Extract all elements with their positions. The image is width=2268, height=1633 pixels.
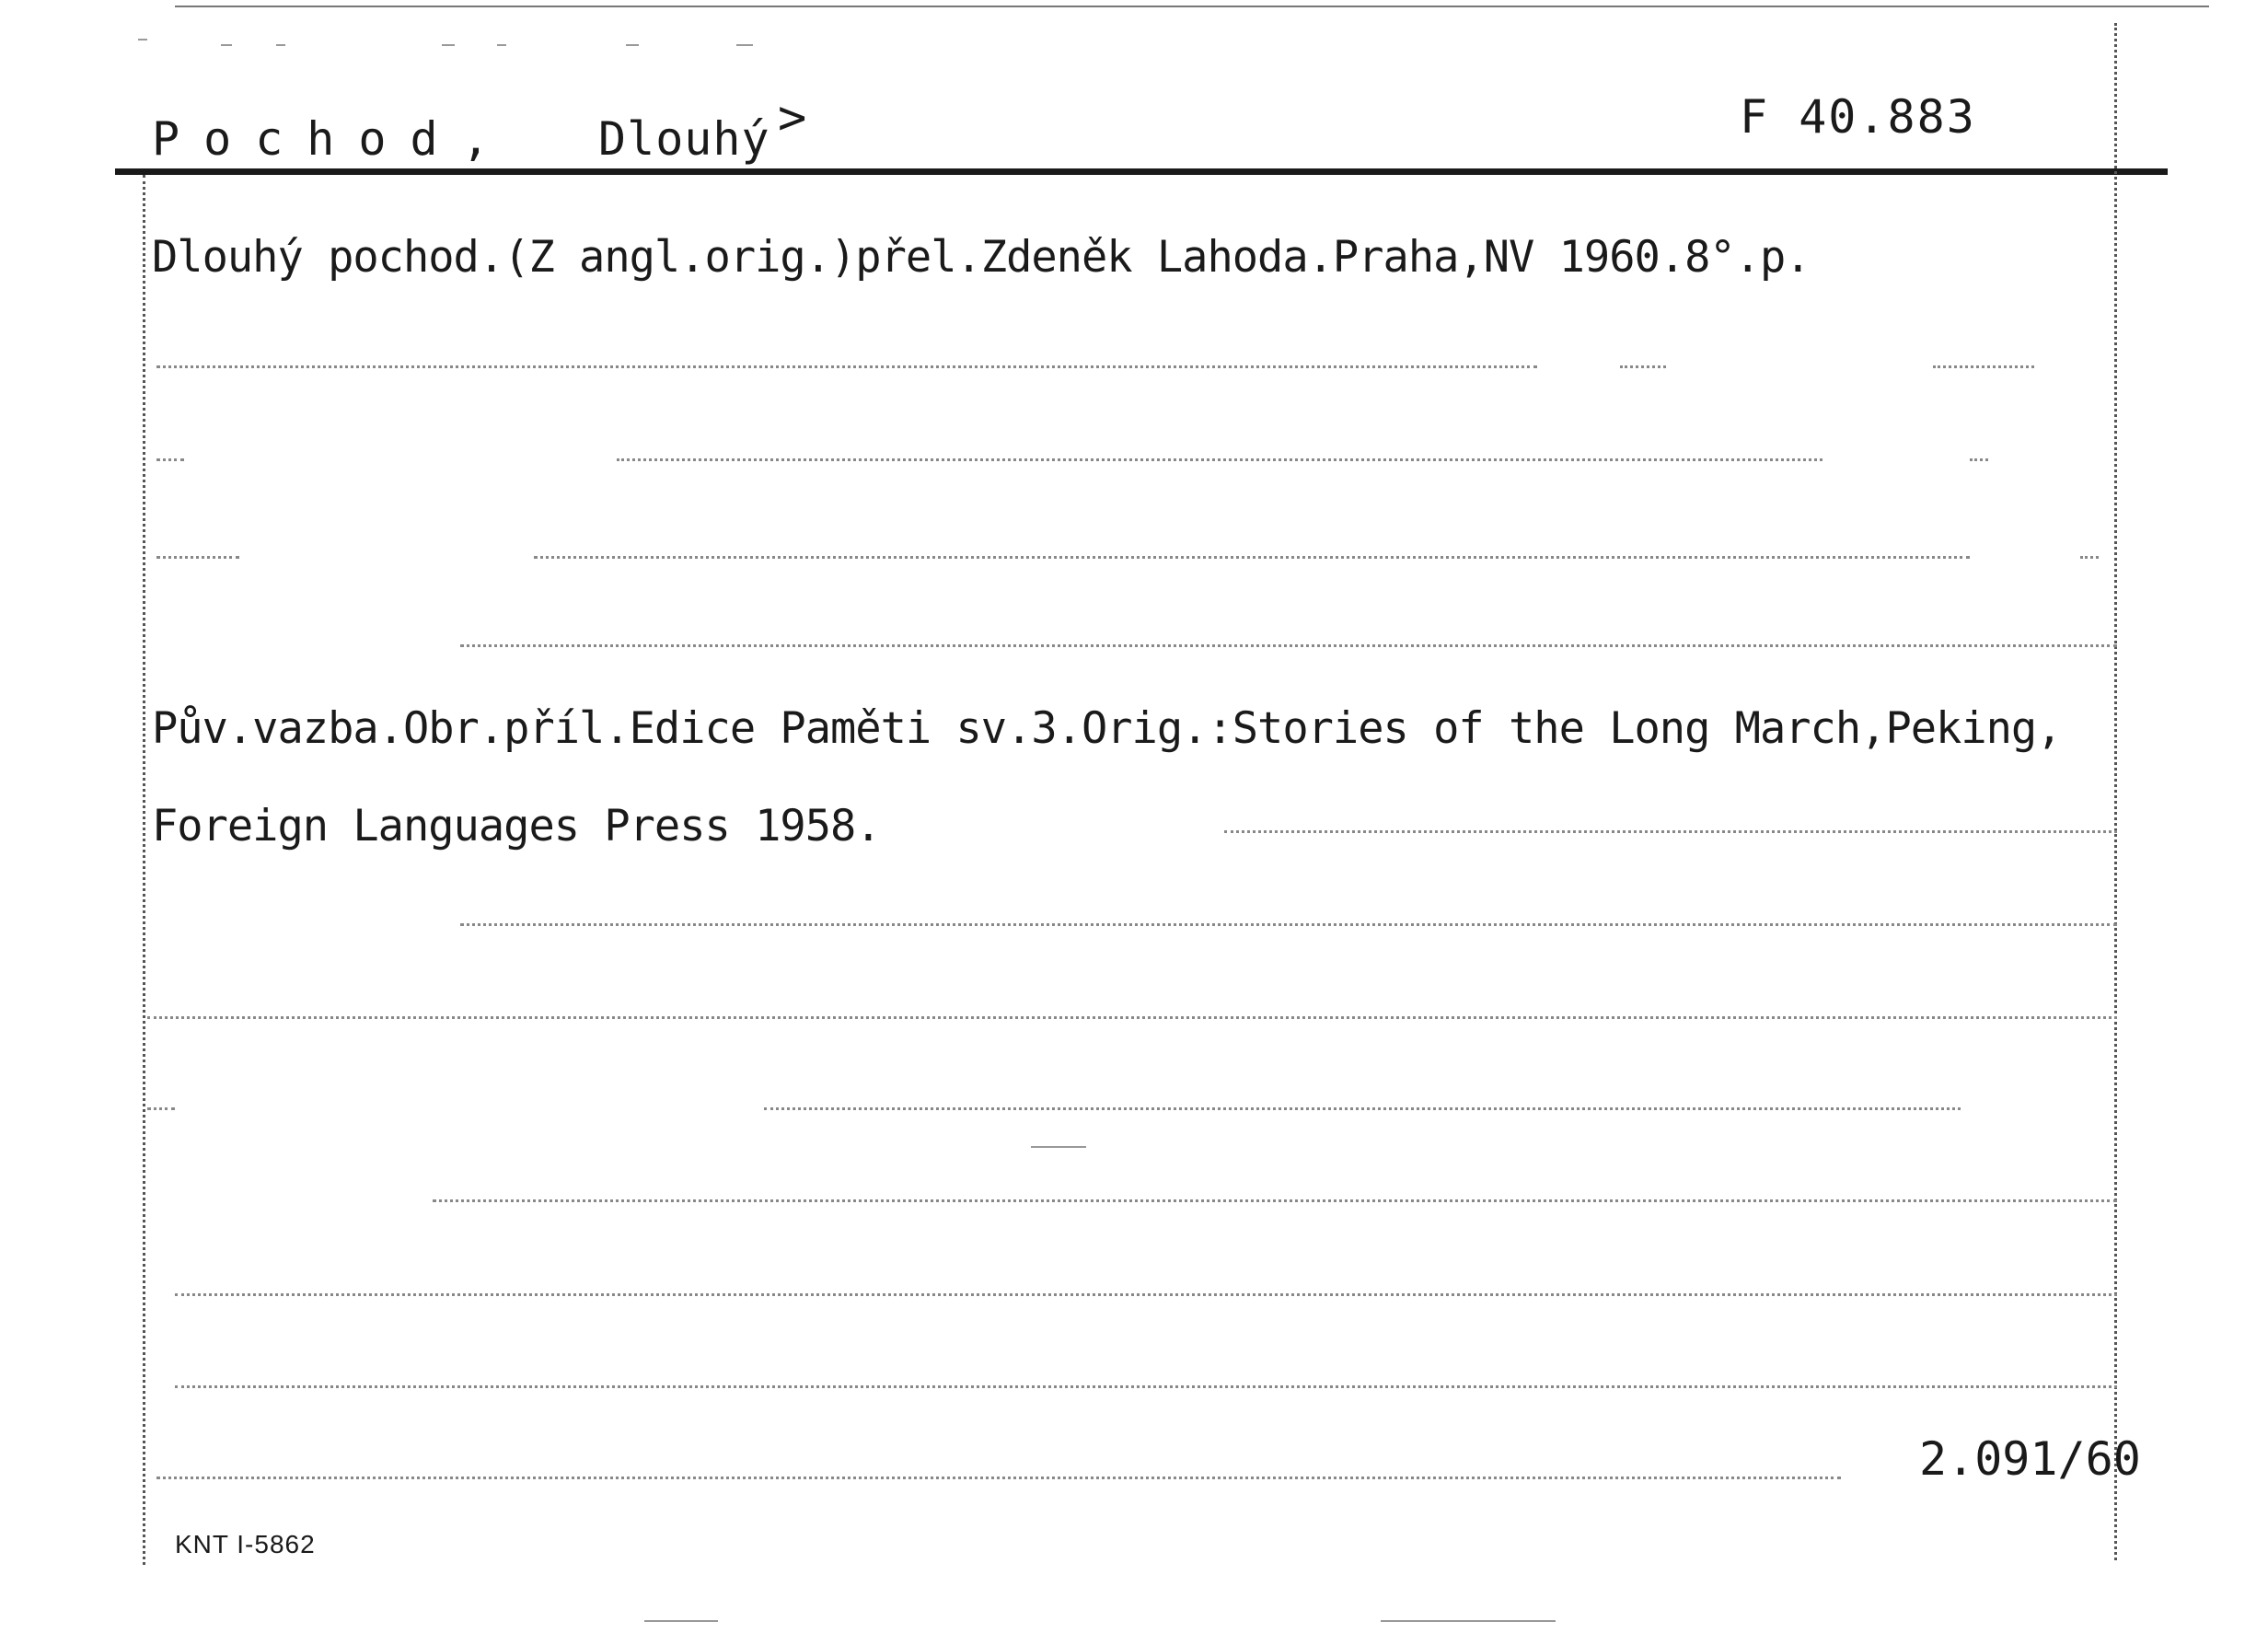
stray-mark <box>221 44 232 46</box>
ruled-line <box>460 644 2117 647</box>
card-left-border <box>143 175 145 1565</box>
stray-mark <box>442 44 455 46</box>
ruled-line <box>1933 365 2034 368</box>
card-top-edge <box>175 6 2209 7</box>
shelf-number: F 40.883 <box>1740 90 1976 144</box>
acquisition-number: 2.091/60 <box>1919 1432 2141 1486</box>
ruled-line <box>460 923 2117 926</box>
ruled-line <box>156 365 1537 368</box>
stray-mark <box>1031 1146 1086 1148</box>
ruled-line <box>156 556 239 559</box>
ruled-line <box>156 1477 1841 1479</box>
form-code: KNT I-5862 <box>175 1530 316 1558</box>
stray-mark <box>626 44 639 46</box>
ruled-line <box>147 1107 175 1110</box>
ruled-line <box>147 1016 2117 1019</box>
ruled-line <box>1620 365 1666 368</box>
notes-line-1: Pův.vazba.Obr.příl.Edice Paměti sv.3.Orig.:Stories of the Long March,Peking, <box>152 703 2062 754</box>
ruled-line <box>1970 458 1988 461</box>
stray-mark <box>138 39 147 41</box>
ruled-line <box>175 1385 2117 1388</box>
stray-mark <box>1381 1620 1556 1622</box>
stray-mark <box>644 1620 718 1622</box>
notes-line-2: Foreign Languages Press 1958. <box>152 801 881 851</box>
ruled-line <box>156 458 184 461</box>
ruled-line <box>175 1293 2117 1296</box>
card-right-border <box>2114 23 2117 1560</box>
stray-mark <box>736 44 753 46</box>
title-imprint-line: Dlouhý pochod.(Z angl.orig.)přel.Zdeněk Lahoda.Praha,NV 1960.8°.p. <box>152 232 1811 283</box>
ruled-line <box>1224 830 2117 833</box>
heading-rule <box>115 168 2168 175</box>
ruled-line <box>2080 556 2099 559</box>
stray-mark <box>497 44 506 46</box>
ruled-line <box>764 1107 1961 1110</box>
heading-mark: > <box>778 90 807 145</box>
stray-mark <box>276 44 285 46</box>
ruled-line <box>433 1199 2117 1202</box>
ruled-line <box>534 556 1970 559</box>
heading-qualifier: Dlouhý <box>598 112 770 166</box>
ruled-line <box>617 458 1822 461</box>
heading-word: Pochod, <box>152 112 514 166</box>
